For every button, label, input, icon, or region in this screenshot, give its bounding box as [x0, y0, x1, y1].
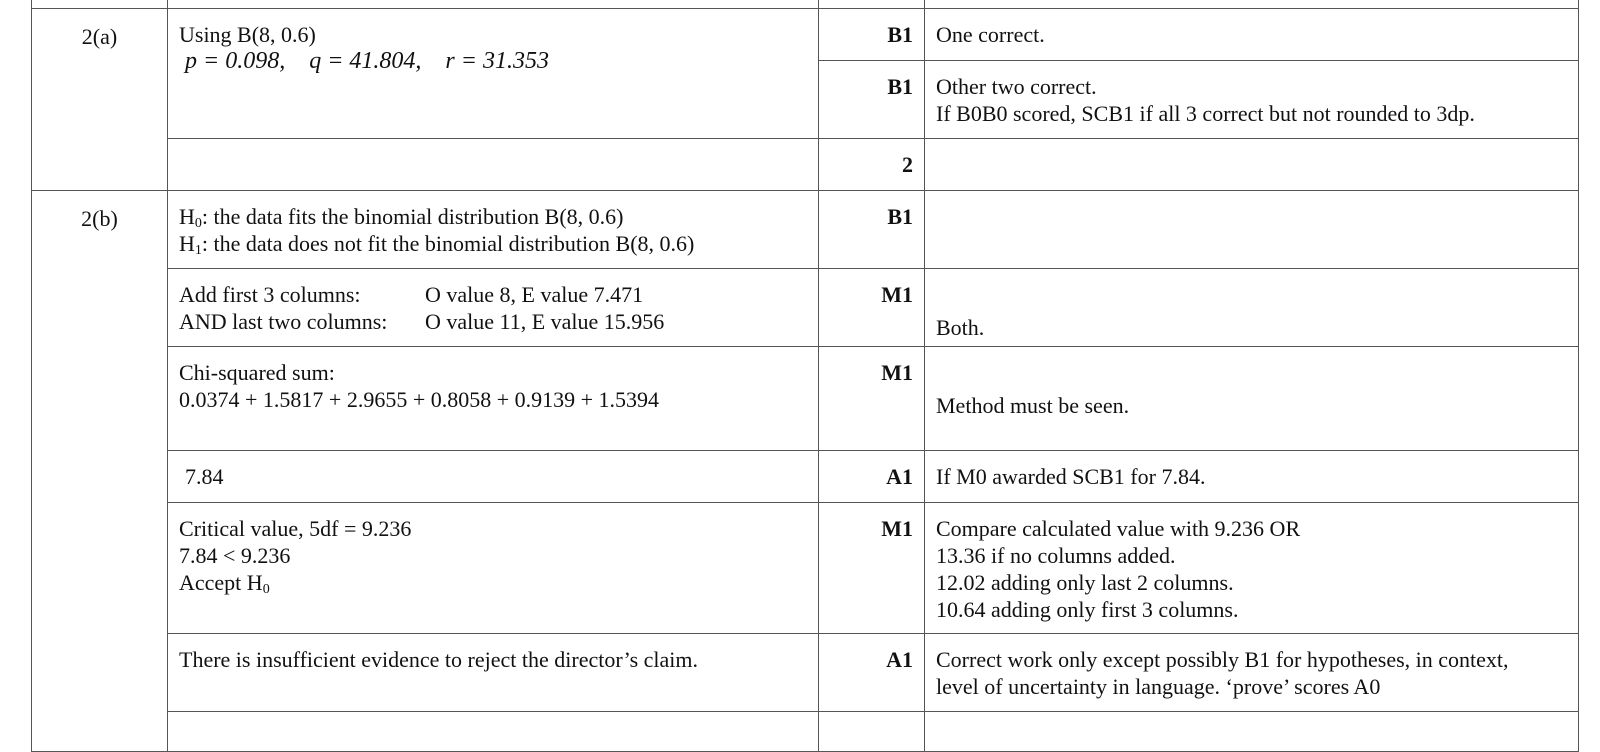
question-number: 2(a)	[32, 9, 168, 191]
guidance-line: Other two correct.	[936, 74, 1097, 99]
previous-row	[32, 0, 1579, 9]
mark-cell: B1	[819, 191, 925, 269]
q2b-combine-row	[32, 269, 1579, 347]
q2b-result-row	[32, 451, 1579, 503]
mark-cell: B1	[819, 61, 925, 139]
mark-cell: M1	[819, 503, 925, 634]
p-value: p = 0.098,	[185, 48, 286, 74]
guidance-cell: Method must be seen.	[925, 347, 1579, 451]
answer-values	[179, 48, 808, 75]
q2a-row-1	[32, 9, 1579, 61]
total-marks: 2	[819, 139, 925, 191]
guidance-cell: One correct.	[925, 9, 1579, 61]
guidance-cell: If M0 awarded SCB1 for 7.84.	[925, 451, 1579, 503]
mark-cell: M1	[819, 347, 925, 451]
question-number: 2(b)	[32, 191, 168, 752]
mark-scheme-table	[31, 0, 1579, 752]
q-value: q = 41.804,	[309, 48, 422, 74]
answer-cell: Add first 3 columns: O value 8, E value 7.471 AND last two columns: O value 11, E value 15.956	[168, 269, 819, 347]
mark-cell: M1	[819, 269, 925, 347]
guidance-cell: Both.	[925, 269, 1579, 347]
q2b-critical-row	[32, 503, 1579, 634]
r-value: r = 31.353	[445, 48, 549, 74]
answer-cell: Chi-squared sum: 0.0374 + 1.5817 + 2.9655 + 0.8058 + 0.9139 + 1.5394	[168, 347, 819, 451]
null-hypothesis: $H_0$: the data fits the binomial distribution B(8, 0.6)	[179, 204, 624, 231]
next-row-partial	[32, 712, 1579, 752]
q2b-chisq-row	[32, 347, 1579, 451]
guidance-line: If B0B0 scored, SCB1 if all 3 correct but not rounded to 3dp.	[936, 101, 1475, 126]
mark-cell: B1	[819, 9, 925, 61]
answer-cell: 7.84	[168, 451, 819, 503]
answer-line: Using B(8, 0.6)	[179, 22, 316, 47]
guidance-cell	[925, 61, 1579, 139]
q2b-hypotheses-row	[32, 191, 1579, 269]
guidance-cell: Compare calculated value with 9.236 OR 13.36 if no columns added. 12.02 adding only last 2 columns. 10.64 adding only first 3 columns.	[925, 503, 1579, 634]
mark-cell: A1	[819, 634, 925, 712]
answer-cell	[168, 9, 819, 139]
hypotheses-cell	[168, 191, 819, 269]
answer-cell: There is insufficient evidence to reject the director’s claim.	[168, 634, 819, 712]
q2b-conclusion-row	[32, 634, 1579, 712]
mark-cell: A1	[819, 451, 925, 503]
guidance-cell: Correct work only except possibly B1 for hypotheses, in context, level of uncertainty in language. ‘prove’ scores A0	[925, 634, 1579, 712]
q2a-total-row	[32, 139, 1579, 191]
alternative-hypothesis: $H_1$: the data does not fit the binomial distribution B(8, 0.6)	[179, 231, 695, 258]
answer-cell: Critical value, 5df = 9.236 7.84 < 9.236 Accept $H_0$	[168, 503, 819, 634]
